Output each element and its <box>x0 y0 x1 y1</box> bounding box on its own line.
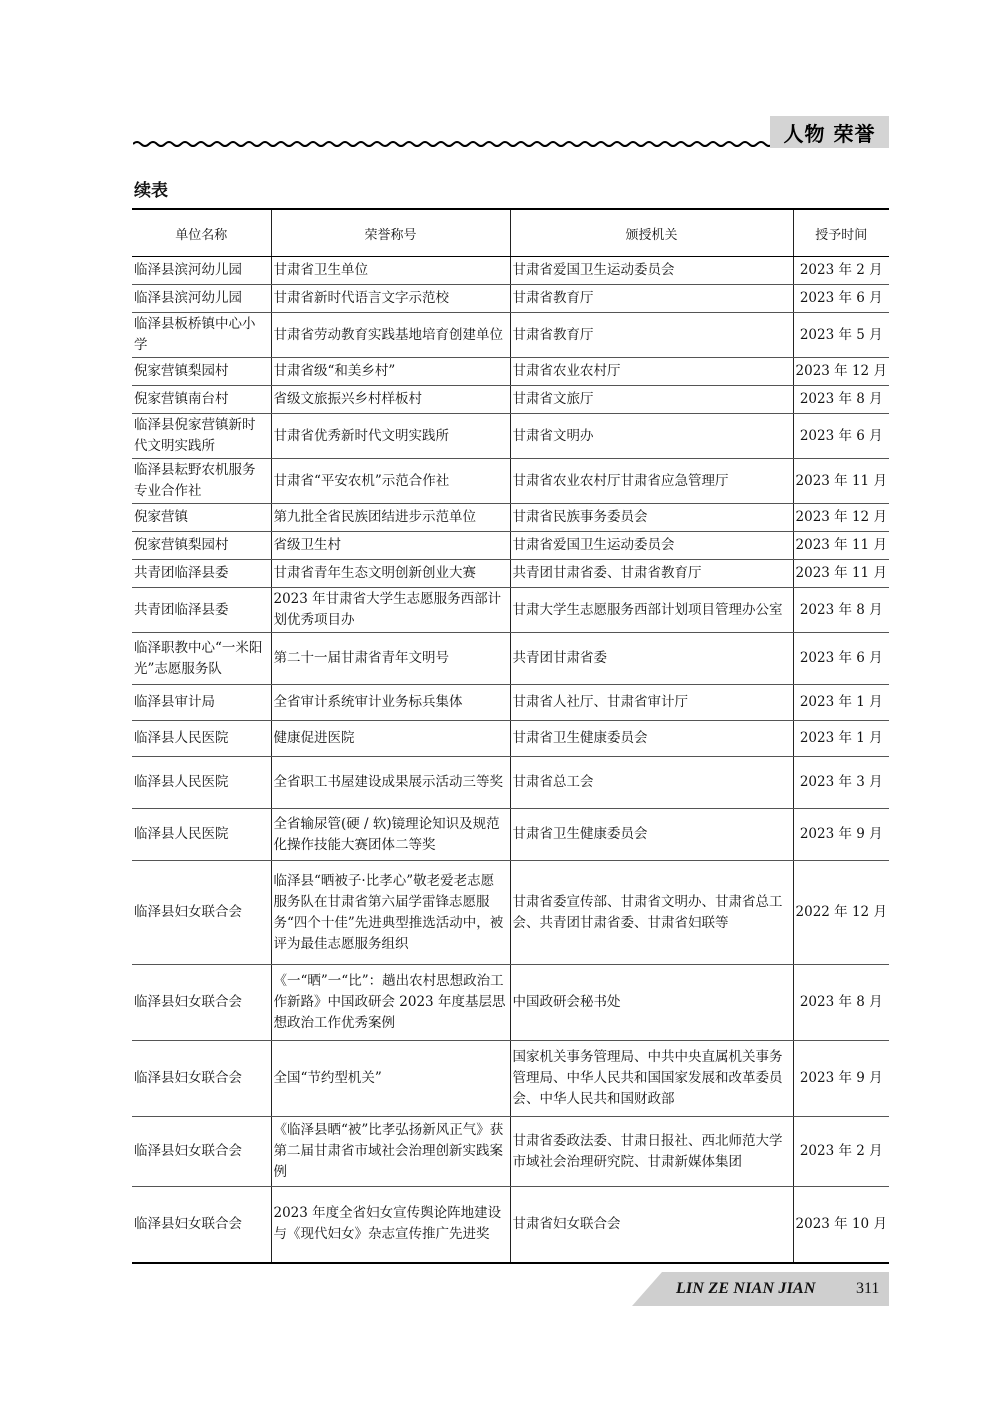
cell-date: 2023 年 1 月 <box>793 721 889 757</box>
cell-unit: 倪家营镇梨园村 <box>132 532 271 560</box>
section-tag: 人物 荣誉 <box>770 116 889 148</box>
cell-honor: 甘肃省新时代语言文字示范校 <box>271 285 510 313</box>
cell-unit: 临泽县滨河幼儿园 <box>132 257 271 285</box>
cell-authority: 甘肃省文旅厅 <box>510 386 793 414</box>
cell-honor: 甘肃省青年生态文明创新创业大赛 <box>271 560 510 588</box>
cell-unit: 共青团临泽县委 <box>132 560 271 588</box>
cell-date: 2023 年 9 月 <box>793 1041 889 1117</box>
cell-honor: 甘肃省级“和美乡村” <box>271 358 510 386</box>
cell-date: 2022 年 12 月 <box>793 861 889 965</box>
cell-unit: 倪家营镇南台村 <box>132 386 271 414</box>
cell-authority: 甘肃省教育厅 <box>510 313 793 358</box>
cell-authority: 甘肃省爱国卫生运动委员会 <box>510 532 793 560</box>
cell-authority: 甘肃省农业农村厅 <box>510 358 793 386</box>
cell-date: 2023 年 12 月 <box>793 358 889 386</box>
cell-date: 2023 年 5 月 <box>793 313 889 358</box>
cell-authority: 甘肃省妇女联合会 <box>510 1187 793 1263</box>
cell-honor: 全国“节约型机关” <box>271 1041 510 1117</box>
column-header-honor: 荣誉称号 <box>271 209 510 257</box>
cell-honor: 省级文旅振兴乡村样板村 <box>271 386 510 414</box>
cell-authority: 甘肃省卫生健康委员会 <box>510 721 793 757</box>
cell-date: 2023 年 2 月 <box>793 1117 889 1187</box>
cell-date: 2023 年 9 月 <box>793 809 889 861</box>
table-row <box>132 386 889 414</box>
table-row <box>132 313 889 358</box>
cell-unit: 临泽县妇女联合会 <box>132 861 271 965</box>
cell-date: 2023 年 11 月 <box>793 459 889 504</box>
table-row <box>132 532 889 560</box>
cell-unit: 临泽县倪家营镇新时代文明实践所 <box>132 414 271 459</box>
cell-date: 2023 年 3 月 <box>793 757 889 809</box>
cell-authority: 甘肃大学生志愿服务西部计划项目管理办公室 <box>510 588 793 633</box>
column-header-date: 授予时间 <box>793 209 889 257</box>
header-wavy-rule <box>133 140 773 148</box>
cell-date: 2023 年 10 月 <box>793 1187 889 1263</box>
cell-honor: 第九批全省民族团结进步示范单位 <box>271 504 510 532</box>
cell-unit: 临泽县妇女联合会 <box>132 1187 271 1263</box>
cell-unit: 倪家营镇梨园村 <box>132 358 271 386</box>
column-header-unit: 单位名称 <box>132 209 271 257</box>
cell-unit: 临泽县妇女联合会 <box>132 965 271 1041</box>
cell-unit: 临泽县妇女联合会 <box>132 1041 271 1117</box>
cell-authority: 甘肃省爱国卫生运动委员会 <box>510 257 793 285</box>
cell-authority: 甘肃省委政法委、甘肃日报社、西北师范大学市域社会治理研究院、甘肃新媒体集团 <box>510 1117 793 1187</box>
table-row <box>132 861 889 965</box>
cell-date: 2023 年 12 月 <box>793 504 889 532</box>
table-row <box>132 685 889 721</box>
cell-unit: 临泽县滨河幼儿园 <box>132 285 271 313</box>
table-row <box>132 414 889 459</box>
cell-authority: 甘肃省总工会 <box>510 757 793 809</box>
cell-date: 2023 年 8 月 <box>793 386 889 414</box>
page-number: 311 <box>856 1280 880 1297</box>
cell-authority: 甘肃省农业农村厅甘肃省应急管理厅 <box>510 459 793 504</box>
table-row <box>132 459 889 504</box>
cell-honor: 甘肃省“平安农机”示范合作社 <box>271 459 510 504</box>
cell-honor: 省级卫生村 <box>271 532 510 560</box>
cell-unit: 临泽县人民医院 <box>132 809 271 861</box>
table-row <box>132 1041 889 1117</box>
cell-honor: 全省审计系统审计业务标兵集体 <box>271 685 510 721</box>
cell-authority: 甘肃省卫生健康委员会 <box>510 809 793 861</box>
cell-date: 2023 年 8 月 <box>793 588 889 633</box>
table-row <box>132 633 889 685</box>
cell-authority: 甘肃省教育厅 <box>510 285 793 313</box>
cell-unit: 临泽县板桥镇中心小学 <box>132 313 271 358</box>
cell-unit: 共青团临泽县委 <box>132 588 271 633</box>
cell-date: 2023 年 1 月 <box>793 685 889 721</box>
cell-date: 2023 年 2 月 <box>793 257 889 285</box>
table-row <box>132 560 889 588</box>
cell-honor: 临泽县“晒被子·比孝心”敬老爱老志愿服务队在甘肃省第六届学雷锋志愿服务“四个十佳”先进典型推选活动中，被评为最佳志愿服务组织 <box>271 861 510 965</box>
cell-honor: 2023 年度全省妇女宣传舆论阵地建设与《现代妇女》杂志宣传推广先进奖 <box>271 1187 510 1263</box>
cell-honor: 甘肃省劳动教育实践基地培育创建单位 <box>271 313 510 358</box>
table-row <box>132 1117 889 1187</box>
cell-honor: 全省职工书屋建设成果展示活动三等奖 <box>271 757 510 809</box>
cell-unit: 临泽县人民医院 <box>132 721 271 757</box>
cell-honor: 2023 年甘肃省大学生志愿服务西部计划优秀项目办 <box>271 588 510 633</box>
table-row <box>132 721 889 757</box>
cell-unit: 临泽县妇女联合会 <box>132 1117 271 1187</box>
cell-date: 2023 年 6 月 <box>793 285 889 313</box>
cell-authority: 共青团甘肃省委、甘肃省教育厅 <box>510 560 793 588</box>
cell-authority: 中国政研会秘书处 <box>510 965 793 1041</box>
cell-honor: 全省输尿管(硬 / 软)镜理论知识及规范化操作技能大赛团体二等奖 <box>271 809 510 861</box>
cell-date: 2023 年 11 月 <box>793 560 889 588</box>
cell-unit: 临泽职教中心“一米阳光”志愿服务队 <box>132 633 271 685</box>
cell-unit: 临泽县人民医院 <box>132 757 271 809</box>
table-row <box>132 1187 889 1263</box>
cell-unit: 临泽县审计局 <box>132 685 271 721</box>
table-row <box>132 809 889 861</box>
table-row <box>132 588 889 633</box>
table-header-row <box>132 209 889 257</box>
column-header-authority: 颁授机关 <box>510 209 793 257</box>
cell-honor: 甘肃省卫生单位 <box>271 257 510 285</box>
cell-honor: 《临泽县晒“被”比孝弘扬新风正气》获第二届甘肃省市域社会治理创新实践案例 <box>271 1117 510 1187</box>
cell-authority: 甘肃省民族事务委员会 <box>510 504 793 532</box>
journal-name: LIN ZE NIAN JIAN <box>676 1280 816 1297</box>
cell-unit: 临泽县耘野农机服务专业合作社 <box>132 459 271 504</box>
table-row <box>132 504 889 532</box>
cell-authority: 甘肃省文明办 <box>510 414 793 459</box>
cell-unit: 倪家营镇 <box>132 504 271 532</box>
cell-honor: 第二十一届甘肃省青年文明号 <box>271 633 510 685</box>
cell-authority: 甘肃省委宣传部、甘肃省文明办、甘肃省总工会、共青团甘肃省委、甘肃省妇联等 <box>510 861 793 965</box>
honors-table <box>132 208 889 1264</box>
cell-honor: 《一“晒”一“比”：趟出农村思想政治工作新路》中国政研会 2023 年度基层思想政治工作优秀案例 <box>271 965 510 1041</box>
cell-honor: 健康促进医院 <box>271 721 510 757</box>
table-body <box>132 257 889 1263</box>
cell-date: 2023 年 11 月 <box>793 532 889 560</box>
cell-date: 2023 年 6 月 <box>793 414 889 459</box>
table-title: 续表 <box>134 181 168 201</box>
cell-honor: 甘肃省优秀新时代文明实践所 <box>271 414 510 459</box>
table-row <box>132 358 889 386</box>
cell-date: 2023 年 6 月 <box>793 633 889 685</box>
table-row <box>132 757 889 809</box>
table-row <box>132 285 889 313</box>
table-row <box>132 257 889 285</box>
table-row <box>132 965 889 1041</box>
cell-authority: 国家机关事务管理局、中共中央直属机关事务管理局、中华人民共和国国家发展和改革委员会、中华人民共和国财政部 <box>510 1041 793 1117</box>
cell-authority: 甘肃省人社厅、甘肃省审计厅 <box>510 685 793 721</box>
cell-authority: 共青团甘肃省委 <box>510 633 793 685</box>
cell-date: 2023 年 8 月 <box>793 965 889 1041</box>
